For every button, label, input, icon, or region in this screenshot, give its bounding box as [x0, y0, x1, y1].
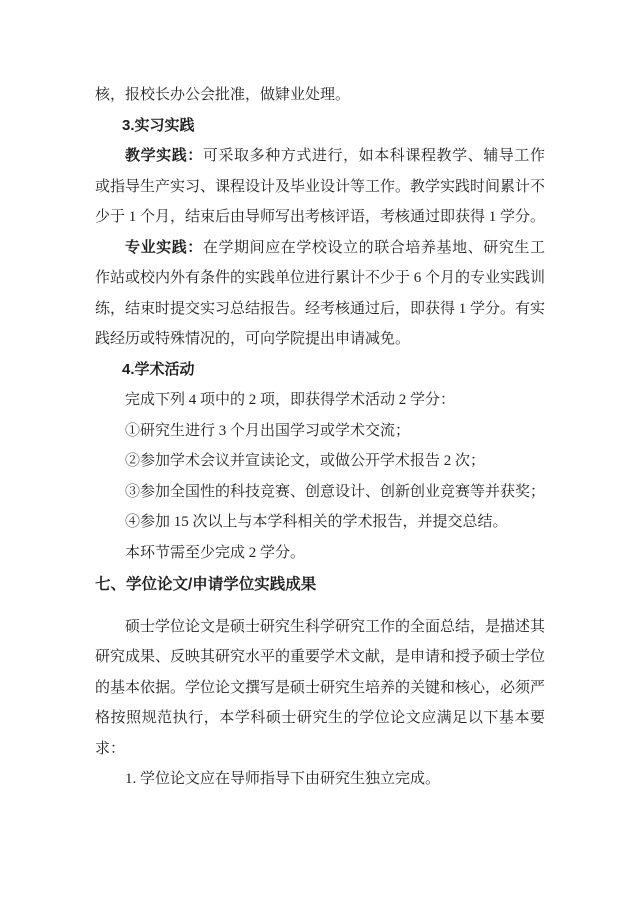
heading-internship-practice: 3.实习实践	[122, 116, 195, 134]
teaching-practice-text: 可采取多种方式进行，如本科课程教学、辅导工作或指导生产实习、课程设计及毕业设计等工作。教学实践时间累计不少于 1 个月，结束后由导师写出考核评语，考核通过即获得 1 学分。	[95, 148, 546, 225]
academic-item-1: ①研究生进行 3 个月出国学习或学术交流；	[125, 422, 411, 439]
paragraph-teaching-practice	[95, 141, 545, 233]
academic-item-4: ④参加 15 次以上与本学科相关的学术报告，并提交总结。	[125, 514, 508, 530]
teaching-practice-label: 教学实践：	[125, 147, 203, 164]
professional-practice-text: 在学期间应在学校设立的联合培养基地、研究生工作站或校内外有条件的实践单位进行累计不少于 6 个月的专业实践训练，结束时提交实习总结报告。经考核通过后，即获得 1 学分。有实践经历或特殊情况的，可向学院提出申请减免。	[95, 239, 546, 347]
paragraph-academic-note: 本环节需至少完成 2 学分。	[125, 544, 306, 561]
academic-item-3: ③参加全国性的科技竞赛、创意设计、创新创业竞赛等并获奖；	[125, 483, 546, 500]
paragraph-thesis-requirement-1: 1. 学位论文应在导师指导下由研究生独立完成。	[125, 771, 441, 787]
document-text-block	[95, 80, 545, 795]
paragraph-professional-practice	[95, 233, 545, 355]
paragraph-academic-intro: 完成下列 4 项中的 2 项，即获得学术活动 2 学分：	[125, 392, 456, 408]
professional-practice-label: 专业实践：	[125, 238, 203, 256]
academic-item-2: ②参加学术会议并宣读论文，或做公开学术报告 2 次；	[125, 453, 486, 469]
paragraph-thesis-overview: 硕士学位论文是硕士研究生科学研究工作的全面总结，是描述其研究成果、反映其研究水平的重要学术文献，是申请和授予硕士学位的基本依据。学位论文撰写是硕士研究生培养的关键和核心，必须严格按照规范执行，本学科硕士研究生的学位论文应满足以下基本要求：	[95, 618, 546, 757]
heading-academic-activities: 4.学术活动	[122, 360, 195, 378]
section-heading-thesis: 七、学位论文/申请学位实践成果	[95, 576, 317, 593]
paragraph-carryover: 核，报校长办公会批准，做肄业处理。	[95, 87, 351, 103]
